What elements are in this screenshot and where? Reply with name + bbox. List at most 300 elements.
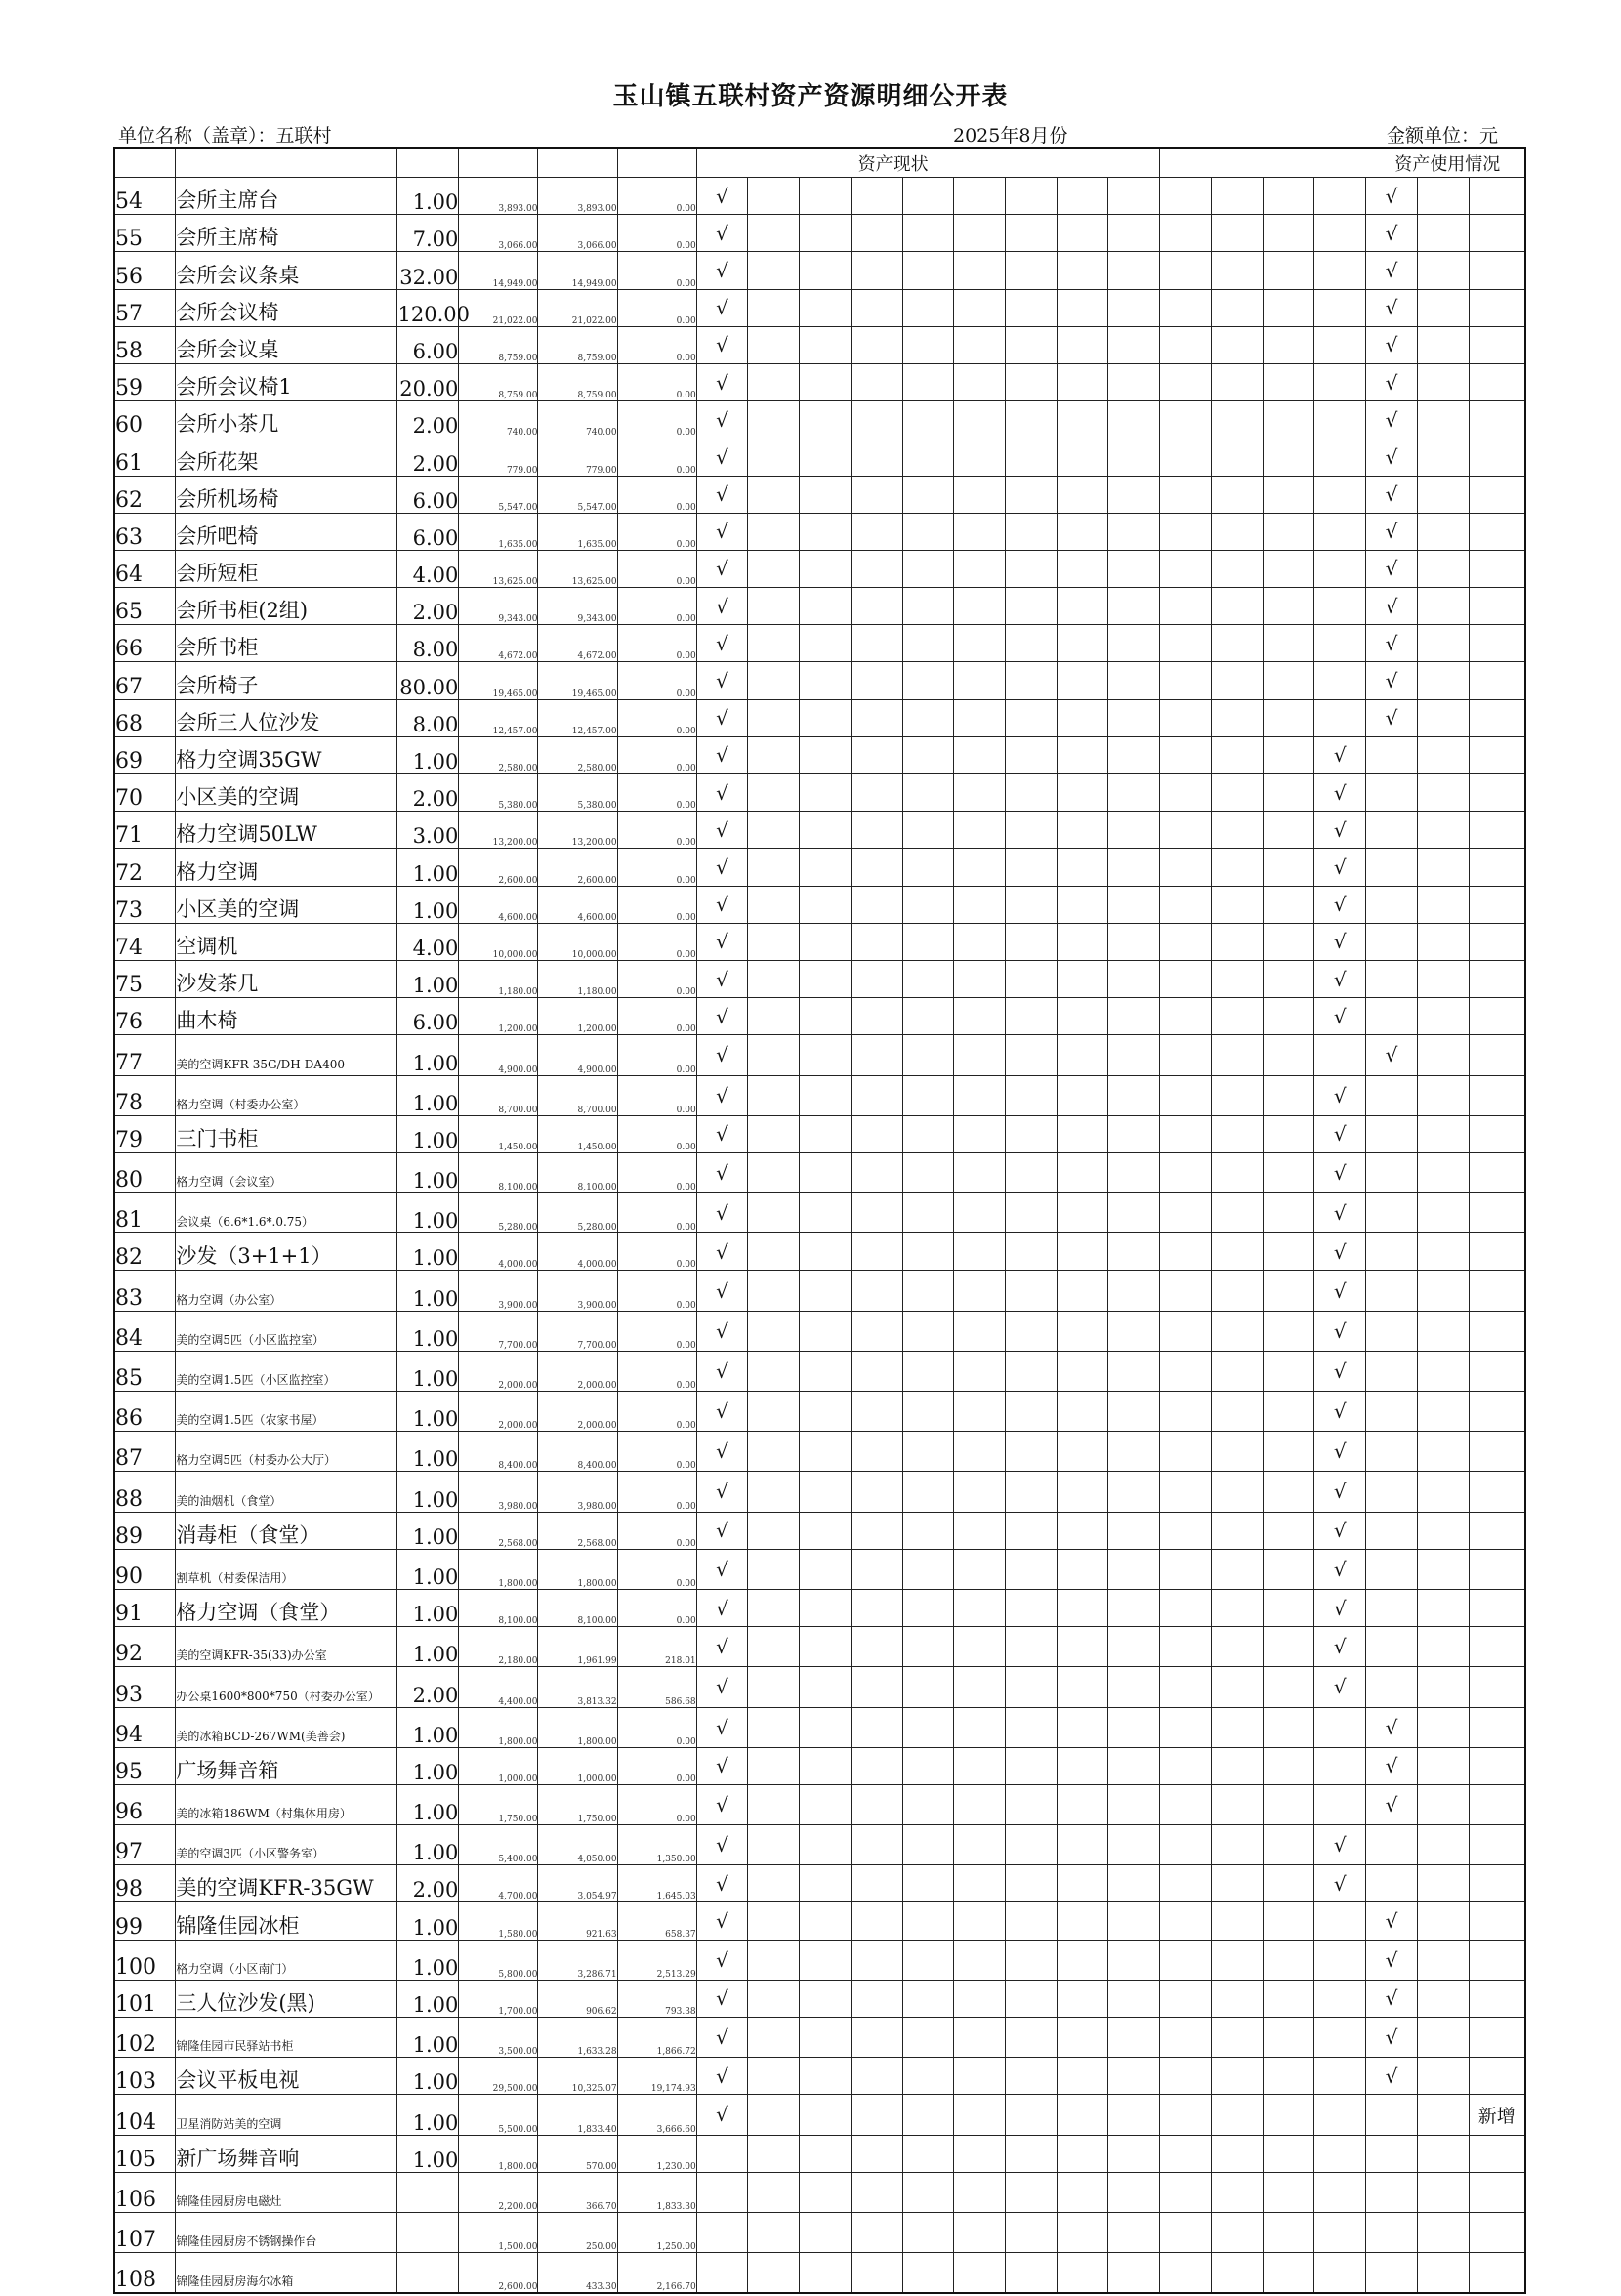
blank-cell [1057,252,1108,289]
blank-cell [800,998,852,1035]
blank-cell [1211,326,1263,363]
accumulated-depreciation: 2,000.00 [538,1392,617,1432]
blank-cell [1211,886,1263,923]
original-value: 1,580.00 [459,1902,538,1940]
blank-cell [1417,1233,1469,1271]
blank-cell [851,178,902,215]
row-number: 103 [114,2058,176,2095]
remark-cell [1469,401,1525,438]
status-check-mark: √ [696,812,748,849]
remark-cell [1469,699,1525,736]
blank-cell [1417,1432,1469,1472]
blank-cell [902,1152,954,1192]
blank-cell [748,1152,800,1192]
original-value: 1,200.00 [459,998,538,1035]
blank-cell [1057,2253,1108,2294]
blank-cell [1005,588,1057,625]
blank-cell [1263,2172,1314,2212]
original-value: 2,600.00 [459,849,538,886]
blank-cell [800,215,852,252]
blank-cell [1417,1707,1469,1747]
usage-check-mark: √ [1314,1627,1366,1667]
row-number: 89 [114,1512,176,1549]
blank-cell [1366,774,1418,812]
asset-name: 空调机 [176,923,397,960]
blank-cell [1211,1825,1263,1865]
blank-cell [1314,2058,1366,2095]
blank-cell [800,1075,852,1115]
blank-cell [748,2135,800,2172]
blank-cell [1417,326,1469,363]
blank-cell [1057,1549,1108,1589]
quantity: 4.00 [397,550,459,587]
blank-cell [1160,625,1212,662]
blank-cell [800,289,852,326]
blank-cell [1417,215,1469,252]
blank-cell [1211,960,1263,997]
table-row [114,2058,1525,2095]
blank-cell [1417,476,1469,513]
remark-cell [1469,1035,1525,1075]
remark-cell [1469,1825,1525,1865]
blank-cell [1314,2172,1366,2212]
blank-cell [1366,1311,1418,1351]
blank-cell [1160,1351,1212,1391]
blank-cell [1211,289,1263,326]
blank-cell [1005,1115,1057,1152]
blank-cell [1314,1784,1366,1824]
blank-cell [1417,1825,1469,1865]
blank-cell [748,1193,800,1233]
blank-cell [1005,252,1057,289]
remark-cell [1469,1747,1525,1784]
blank-cell [1005,1512,1057,1549]
blank-cell [1057,1432,1108,1472]
blank-cell [1108,2095,1160,2135]
blank-cell [800,774,852,812]
blank-cell [748,812,800,849]
blank-cell [902,2172,954,2212]
blank-cell [800,1472,852,1512]
blank-cell [902,1271,954,1311]
blank-cell [1005,1233,1057,1271]
usage-check-mark: √ [1314,886,1366,923]
quantity: 1.00 [397,1271,459,1311]
blank-cell [902,1035,954,1075]
table-row [114,1311,1525,1351]
asset-usage-header: 资产使用情况 [1160,148,1525,178]
blank-cell [1211,625,1263,662]
blank-cell [851,215,902,252]
remark-cell [1469,363,1525,400]
blank-cell [1057,774,1108,812]
net-value: 0.00 [617,550,696,587]
blank-cell [1314,699,1366,736]
asset-name: 会所会议椅 [176,289,397,326]
blank-cell [902,1902,954,1940]
blank-cell [954,699,1006,736]
net-value: 0.00 [617,1784,696,1824]
accumulated-depreciation: 3,893.00 [538,178,617,215]
blank-cell [1160,1075,1212,1115]
blank-cell [748,2018,800,2058]
blank-cell [748,1627,800,1667]
quantity: 1.00 [397,2095,459,2135]
header-cell [397,148,459,178]
blank-cell [902,1512,954,1549]
blank-cell [1108,2253,1160,2294]
asset-name: 格力空调（会议室） [176,1152,397,1192]
row-number: 72 [114,849,176,886]
usage-check-mark: √ [1314,1233,1366,1271]
blank-cell [1108,215,1160,252]
blank-cell [1366,1549,1418,1589]
blank-cell [1366,1115,1418,1152]
quantity: 1.00 [397,1589,459,1626]
blank-cell [1005,812,1057,849]
asset-name: 格力空调（小区南门） [176,1940,397,1980]
asset-name: 美的冰箱186WM（村集体用房） [176,1784,397,1824]
row-number: 56 [114,252,176,289]
blank-cell [748,774,800,812]
blank-cell [1108,1115,1160,1152]
blank-cell [1417,438,1469,476]
usage-check-mark: √ [1366,2058,1418,2095]
blank-cell [1211,1980,1263,2017]
status-check-mark: √ [696,886,748,923]
blank-cell [748,1549,800,1589]
blank-cell [1211,812,1263,849]
blank-cell [1005,401,1057,438]
status-check-mark: √ [696,1512,748,1549]
blank-cell [1314,1902,1366,1940]
blank-cell [1417,923,1469,960]
status-check-mark: √ [696,2095,748,2135]
blank-cell [851,2253,902,2294]
net-value: 3,666.60 [617,2095,696,2135]
original-value: 2,568.00 [459,1512,538,1549]
blank-cell [800,1432,852,1472]
blank-cell [954,178,1006,215]
usage-check-mark: √ [1366,289,1418,326]
blank-cell [954,812,1006,849]
blank-cell [851,998,902,1035]
blank-cell [902,1707,954,1747]
original-value: 1,180.00 [459,960,538,997]
blank-cell [1366,812,1418,849]
accumulated-depreciation: 3,813.32 [538,1667,617,1707]
blank-cell [902,401,954,438]
blank-cell [1160,662,1212,699]
row-number: 74 [114,923,176,960]
blank-cell [1160,849,1212,886]
accumulated-depreciation: 2,580.00 [538,736,617,773]
blank-cell [1005,2095,1057,2135]
row-number: 66 [114,625,176,662]
blank-cell [1314,662,1366,699]
row-number: 77 [114,1035,176,1075]
blank-cell [1263,363,1314,400]
remark-cell [1469,513,1525,550]
net-value: 1,230.00 [617,2135,696,2172]
blank-cell [1160,736,1212,773]
blank-cell [954,886,1006,923]
blank-cell [851,438,902,476]
status-check-mark: √ [696,625,748,662]
blank-cell [800,1392,852,1432]
blank-cell [902,363,954,400]
blank-cell [1057,1627,1108,1667]
net-value: 0.00 [617,1472,696,1512]
row-number: 93 [114,1667,176,1707]
table-row [114,625,1525,662]
original-value: 4,400.00 [459,1667,538,1707]
net-value: 2,513.29 [617,1940,696,1980]
remark-cell [1469,998,1525,1035]
blank-cell [696,2135,748,2172]
usage-check-mark: √ [1366,1747,1418,1784]
blank-cell [1160,178,1212,215]
blank-cell [902,1980,954,2017]
net-value: 0.00 [617,252,696,289]
blank-cell [1160,252,1212,289]
net-value: 0.00 [617,1152,696,1192]
blank-cell [954,1472,1006,1512]
blank-cell [748,886,800,923]
blank-cell [902,1865,954,1902]
blank-cell [800,625,852,662]
accumulated-depreciation: 921.63 [538,1902,617,1940]
blank-cell [748,1075,800,1115]
quantity: 1.00 [397,1472,459,1512]
status-check-mark: √ [696,401,748,438]
row-number: 64 [114,550,176,587]
blank-cell [1211,2135,1263,2172]
quantity: 1.00 [397,1940,459,1980]
net-value: 0.00 [617,699,696,736]
blank-cell [1211,1115,1263,1152]
blank-cell [1366,1667,1418,1707]
blank-cell [954,289,1006,326]
blank-cell [1108,1233,1160,1271]
blank-cell [800,1784,852,1824]
blank-cell [800,1667,852,1707]
original-value: 779.00 [459,438,538,476]
blank-cell [902,849,954,886]
accumulated-depreciation: 1,633.28 [538,2018,617,2058]
blank-cell [851,849,902,886]
blank-cell [1211,1035,1263,1075]
status-check-mark: √ [696,476,748,513]
accumulated-depreciation: 10,000.00 [538,923,617,960]
usage-check-mark: √ [1366,326,1418,363]
blank-cell [1108,2058,1160,2095]
row-number: 81 [114,1193,176,1233]
remark-cell [1469,1549,1525,1589]
remark-cell [1469,2135,1525,2172]
status-check-mark: √ [696,588,748,625]
blank-cell [851,1865,902,1902]
blank-cell [954,774,1006,812]
blank-cell [1160,1865,1212,1902]
asset-name: 会所短柜 [176,550,397,587]
blank-cell [1005,1432,1057,1472]
blank-cell [1160,1432,1212,1472]
blank-cell [748,998,800,1035]
asset-name: 锦隆佳园厨房不锈钢操作台 [176,2212,397,2252]
blank-cell [954,2212,1006,2252]
accumulated-depreciation: 4,900.00 [538,1035,617,1075]
table-row [114,1233,1525,1271]
blank-cell [954,215,1006,252]
usage-check-mark: √ [1366,550,1418,587]
blank-cell [748,1940,800,1980]
blank-cell [902,1472,954,1512]
asset-name: 会所主席椅 [176,215,397,252]
blank-cell [1005,1865,1057,1902]
accumulated-depreciation: 3,980.00 [538,1472,617,1512]
status-check-mark: √ [696,178,748,215]
accumulated-depreciation: 4,600.00 [538,886,617,923]
blank-cell [1366,2172,1418,2212]
asset-name: 沙发（3+1+1） [176,1233,397,1271]
blank-cell [1005,326,1057,363]
blank-cell [1005,923,1057,960]
status-check-mark: √ [696,1980,748,2017]
blank-cell [954,438,1006,476]
blank-cell [800,1747,852,1784]
row-number: 80 [114,1152,176,1192]
blank-cell [1211,923,1263,960]
blank-cell [800,1512,852,1549]
blank-cell [954,1392,1006,1432]
original-value: 1,800.00 [459,1707,538,1747]
usage-check-mark: √ [1366,363,1418,400]
original-value: 2,600.00 [459,2253,538,2294]
net-value: 0.00 [617,1432,696,1472]
blank-cell [954,1271,1006,1311]
blank-cell [1263,1589,1314,1626]
quantity: 1.00 [397,1707,459,1747]
net-value: 0.00 [617,1707,696,1747]
remark-cell [1469,1311,1525,1351]
blank-cell [902,2135,954,2172]
blank-cell [954,1075,1006,1115]
blank-cell [1005,1627,1057,1667]
blank-cell [1314,326,1366,363]
blank-cell [1057,513,1108,550]
remark-cell [1469,326,1525,363]
blank-cell [1211,476,1263,513]
blank-cell [800,2135,852,2172]
original-value: 5,380.00 [459,774,538,812]
blank-cell [1417,2018,1469,2058]
row-number: 68 [114,699,176,736]
accumulated-depreciation: 1,800.00 [538,1707,617,1747]
accumulated-depreciation: 1,750.00 [538,1784,617,1824]
quantity: 80.00 [397,662,459,699]
blank-cell [851,550,902,587]
status-check-mark: √ [696,1865,748,1902]
blank-cell [851,1627,902,1667]
row-number: 84 [114,1311,176,1351]
status-check-mark: √ [696,736,748,773]
row-number: 87 [114,1432,176,1472]
blank-cell [748,2212,800,2252]
blank-cell [1366,1193,1418,1233]
table-row [114,1627,1525,1667]
blank-cell [1263,1035,1314,1075]
blank-cell [1057,1902,1108,1940]
blank-cell [1263,1549,1314,1589]
blank-cell [1108,2172,1160,2212]
table-row [114,1432,1525,1472]
asset-name: 消毒柜（食堂） [176,1512,397,1549]
blank-cell [1160,1472,1212,1512]
blank-cell [1057,178,1108,215]
status-check-mark: √ [696,326,748,363]
blank-cell [748,2095,800,2135]
blank-cell [1417,1549,1469,1589]
status-check-mark: √ [696,513,748,550]
blank-cell [1057,550,1108,587]
blank-cell [902,1747,954,1784]
page-title: 玉山镇五联村资产资源明细公开表 [612,82,1009,111]
blank-cell [800,1589,852,1626]
remark-cell [1469,550,1525,587]
blank-cell [800,1311,852,1351]
status-check-mark: √ [696,1747,748,1784]
blank-cell [1057,1865,1108,1902]
quantity: 6.00 [397,513,459,550]
blank-cell [1366,1589,1418,1626]
blank-cell [748,1351,800,1391]
blank-cell [902,812,954,849]
accumulated-depreciation: 8,400.00 [538,1432,617,1472]
blank-cell [1057,588,1108,625]
blank-cell [696,2172,748,2212]
blank-cell [748,1392,800,1432]
accumulated-depreciation: 5,280.00 [538,1193,617,1233]
blank-cell [1417,2058,1469,2095]
original-value: 13,625.00 [459,550,538,587]
net-value: 0.00 [617,1271,696,1311]
blank-cell [1108,1392,1160,1432]
remark-cell [1469,1075,1525,1115]
blank-cell [1057,2058,1108,2095]
blank-cell [1005,1784,1057,1824]
asset-name: 格力空调（办公室） [176,1271,397,1311]
blank-cell [800,1152,852,1192]
blank-cell [1160,1707,1212,1747]
blank-cell [1160,2212,1212,2252]
blank-cell [1005,1667,1057,1707]
blank-cell [1160,699,1212,736]
net-value: 658.37 [617,1902,696,1940]
remark-cell [1469,476,1525,513]
blank-cell [902,662,954,699]
blank-cell [1211,1784,1263,1824]
blank-cell [1314,438,1366,476]
accumulated-depreciation: 3,066.00 [538,215,617,252]
remark-cell [1469,252,1525,289]
blank-cell [1057,960,1108,997]
net-value: 0.00 [617,363,696,400]
blank-cell [902,289,954,326]
net-value: 0.00 [617,1392,696,1432]
usage-check-mark: √ [1366,401,1418,438]
blank-cell [1005,1035,1057,1075]
